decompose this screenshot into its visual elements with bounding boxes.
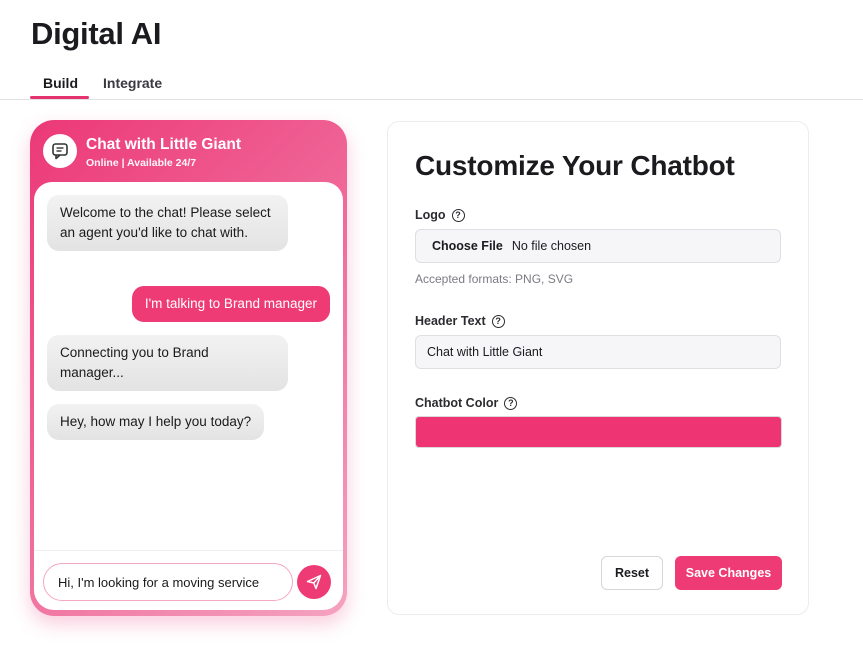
active-tab-indicator [30, 96, 89, 99]
chatbot-color-label-text: Chatbot Color [415, 396, 499, 410]
chat-messages [34, 182, 343, 550]
app-title: Digital AI [31, 16, 162, 51]
help-icon[interactable]: ? [492, 315, 505, 328]
logo-label [415, 208, 465, 222]
chatbot-color-label [415, 396, 517, 410]
header-text-label [415, 314, 505, 328]
tab-bar [0, 66, 863, 100]
logo-label-text: Logo [415, 208, 446, 222]
bot-message: Connecting you to Brand manager... [47, 335, 288, 391]
panel-title: Customize Your Chatbot [415, 150, 735, 181]
help-icon[interactable]: ? [504, 397, 517, 410]
chatbot-color-picker[interactable] [415, 416, 782, 448]
send-icon [306, 574, 322, 590]
logo-format-hint: Accepted formats: PNG, SVG [415, 272, 574, 286]
reset-button[interactable]: Reset [601, 556, 663, 590]
save-changes-button[interactable]: Save Changes [675, 556, 782, 590]
customize-panel [387, 121, 809, 615]
chat-header [30, 120, 347, 182]
user-message: I'm talking to Brand manager [132, 286, 330, 322]
bot-message: Hey, how may I help you today? [47, 404, 264, 440]
file-status: No file chosen [511, 239, 592, 253]
tab-build[interactable]: Build [43, 75, 78, 91]
chat-status: Online | Available 24/7 [86, 157, 197, 169]
send-button[interactable] [297, 565, 331, 599]
header-text-label-text: Header Text [415, 314, 486, 328]
logo-file-input[interactable] [415, 229, 781, 263]
chat-bubble-icon [43, 134, 77, 168]
chat-preview-widget [30, 120, 347, 616]
bot-message: Welcome to the chat! Please select an agent you'd like to chat with. [47, 195, 288, 251]
chat-message-input[interactable] [43, 563, 293, 601]
help-icon[interactable]: ? [452, 209, 465, 222]
choose-file-button[interactable]: Choose File [432, 239, 503, 253]
tab-integrate[interactable]: Integrate [103, 75, 163, 91]
chat-header-title: Chat with Little Giant [86, 136, 241, 153]
header-text-input[interactable] [415, 335, 781, 369]
chat-composer [34, 550, 343, 610]
